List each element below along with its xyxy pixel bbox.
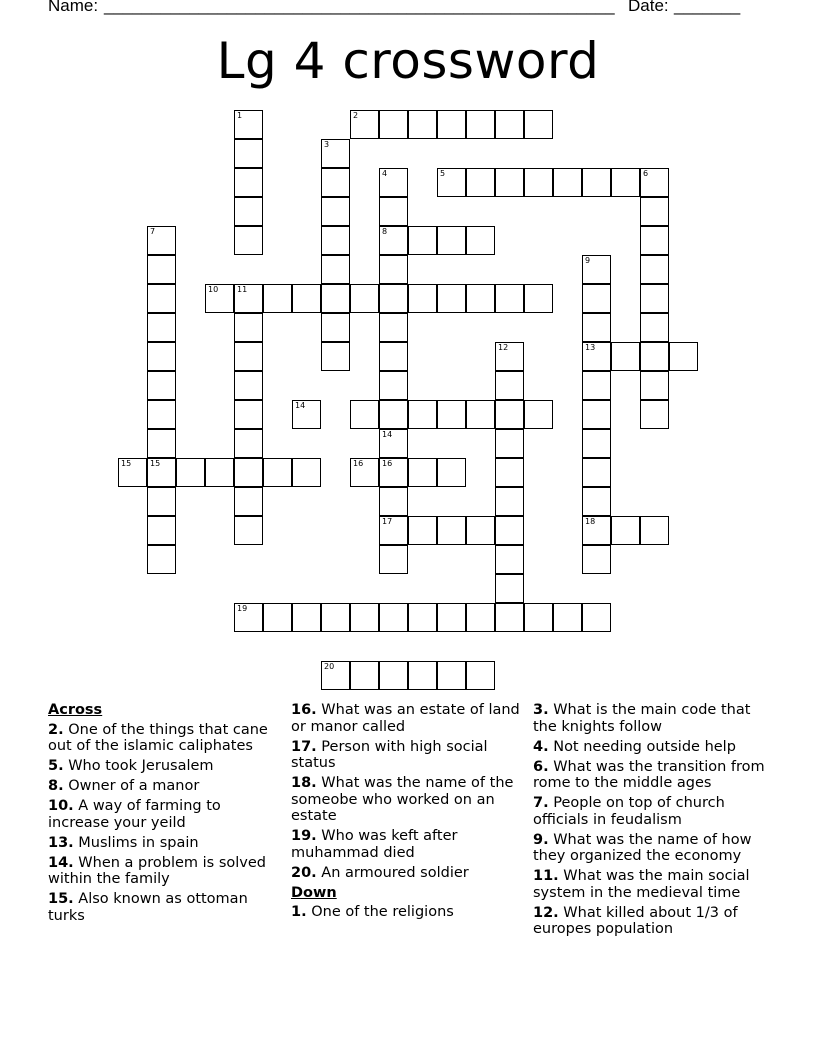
crossword-cell[interactable] bbox=[408, 458, 437, 487]
cell-number: 15 bbox=[150, 459, 161, 468]
crossword-cell[interactable] bbox=[582, 371, 611, 400]
across-clue bbox=[48, 798, 280, 831]
crossword-cell[interactable] bbox=[437, 516, 466, 545]
crossword-cell[interactable] bbox=[234, 313, 263, 342]
crossword-cell[interactable] bbox=[321, 661, 350, 690]
crossword-cell[interactable] bbox=[466, 400, 495, 429]
crossword-cell[interactable] bbox=[408, 400, 437, 429]
crossword-cell[interactable] bbox=[379, 313, 408, 342]
crossword-cell[interactable] bbox=[147, 313, 176, 342]
down-heading: Down bbox=[291, 884, 337, 901]
down-clue bbox=[533, 702, 765, 735]
crossword-cell[interactable] bbox=[437, 661, 466, 690]
crossword-cell[interactable] bbox=[582, 313, 611, 342]
crossword-cell[interactable] bbox=[321, 139, 350, 168]
clue-number: 14. bbox=[48, 854, 74, 871]
cell-number: 19 bbox=[237, 604, 248, 613]
clue-number: 7. bbox=[533, 795, 549, 811]
crossword-cell[interactable] bbox=[205, 284, 234, 313]
crossword-cell[interactable] bbox=[408, 516, 437, 545]
crossword-cell[interactable] bbox=[234, 603, 263, 632]
clue-number: 11. bbox=[533, 868, 559, 884]
crossword-cell[interactable] bbox=[350, 110, 379, 139]
clue-text: When a problem is solved within the family bbox=[48, 854, 266, 887]
crossword-cell[interactable] bbox=[234, 110, 263, 139]
cell-number: 16 bbox=[382, 459, 393, 468]
crossword-cell[interactable] bbox=[234, 197, 263, 226]
crossword-cell[interactable] bbox=[321, 226, 350, 255]
cell-number: 1 bbox=[237, 111, 243, 120]
clue-number: 6. bbox=[533, 758, 549, 775]
crossword-cell[interactable] bbox=[147, 429, 176, 458]
across-clue bbox=[291, 828, 521, 861]
clue-text: One of the religions bbox=[311, 904, 454, 920]
crossword-cell[interactable] bbox=[437, 110, 466, 139]
clue-text: An armoured soldier bbox=[321, 864, 469, 881]
crossword-cell[interactable] bbox=[669, 342, 698, 371]
cell-number: 14 bbox=[295, 401, 306, 410]
crossword-cell[interactable] bbox=[350, 400, 379, 429]
crossword-cell[interactable] bbox=[582, 284, 611, 313]
crossword-cell[interactable] bbox=[234, 226, 263, 255]
crossword-cell[interactable] bbox=[147, 516, 176, 545]
crossword-cell[interactable] bbox=[495, 400, 524, 429]
crossword-cell[interactable] bbox=[495, 284, 524, 313]
clue-number: 13. bbox=[48, 834, 74, 851]
cell-number: 17 bbox=[382, 517, 393, 526]
crossword-cell[interactable] bbox=[234, 284, 263, 313]
clue-number: 3. bbox=[533, 702, 549, 718]
crossword-cell[interactable] bbox=[582, 516, 611, 545]
crossword-cell[interactable] bbox=[582, 400, 611, 429]
clue-number: 15. bbox=[48, 891, 74, 907]
clue-text: What was the transition from rome to the middle ages bbox=[533, 758, 765, 791]
crossword-cell[interactable] bbox=[147, 342, 176, 371]
crossword-cell[interactable] bbox=[495, 110, 524, 139]
cell-number: 5 bbox=[440, 169, 446, 178]
crossword-cell[interactable] bbox=[408, 110, 437, 139]
crossword-cell[interactable] bbox=[640, 255, 669, 284]
cell-number: 12 bbox=[498, 343, 509, 352]
crossword-cell[interactable] bbox=[379, 429, 408, 458]
crossword-cell[interactable] bbox=[524, 284, 553, 313]
crossword-cell[interactable] bbox=[234, 516, 263, 545]
crossword-cell[interactable] bbox=[379, 400, 408, 429]
cell-number: 7 bbox=[150, 227, 156, 236]
clue-number: 4. bbox=[533, 738, 549, 755]
down-clue bbox=[533, 832, 765, 865]
crossword-cell[interactable] bbox=[147, 458, 176, 487]
crossword-cell[interactable] bbox=[321, 168, 350, 197]
crossword-cell[interactable] bbox=[640, 371, 669, 400]
clue-text: What was the name of how they organized the economy bbox=[533, 831, 752, 864]
clue-text: Person with high social status bbox=[291, 738, 488, 771]
crossword-cell[interactable] bbox=[495, 458, 524, 487]
clue-text: Who took Jerusalem bbox=[68, 758, 214, 774]
down-clue bbox=[533, 739, 765, 756]
crossword-cell[interactable] bbox=[147, 255, 176, 284]
crossword-cell[interactable] bbox=[350, 603, 379, 632]
crossword-cell[interactable] bbox=[176, 458, 205, 487]
clue-number: 2. bbox=[48, 721, 64, 738]
crossword-cell[interactable] bbox=[263, 458, 292, 487]
crossword-cell[interactable] bbox=[582, 487, 611, 516]
crossword-cell[interactable] bbox=[524, 400, 553, 429]
crossword-cell[interactable] bbox=[495, 574, 524, 603]
clue-number: 9. bbox=[533, 831, 549, 848]
date-label: Date: bbox=[628, 0, 669, 15]
crossword-cell[interactable] bbox=[524, 168, 553, 197]
crossword-cell[interactable] bbox=[379, 516, 408, 545]
crossword-cell[interactable] bbox=[234, 371, 263, 400]
crossword-cell[interactable] bbox=[437, 168, 466, 197]
crossword-cell[interactable] bbox=[437, 603, 466, 632]
crossword-cell[interactable] bbox=[379, 110, 408, 139]
crossword-cell[interactable] bbox=[263, 603, 292, 632]
clue-number: 5. bbox=[48, 758, 64, 774]
crossword-cell[interactable] bbox=[466, 284, 495, 313]
down-clue bbox=[533, 795, 765, 828]
crossword-cell[interactable] bbox=[495, 342, 524, 371]
crossword-cell[interactable] bbox=[321, 342, 350, 371]
crossword-cell[interactable] bbox=[495, 371, 524, 400]
cell-number: 20 bbox=[324, 662, 335, 671]
down-clue bbox=[533, 905, 765, 938]
crossword-cell[interactable] bbox=[495, 516, 524, 545]
crossword-cell[interactable] bbox=[379, 371, 408, 400]
cell-number: 14 bbox=[382, 430, 393, 439]
crossword-cell[interactable] bbox=[408, 661, 437, 690]
crossword-cell[interactable] bbox=[379, 661, 408, 690]
crossword-cell[interactable] bbox=[379, 255, 408, 284]
clue-number: 8. bbox=[48, 778, 64, 794]
across-clue bbox=[48, 855, 280, 888]
crossword-cell[interactable] bbox=[350, 284, 379, 313]
across-clue bbox=[291, 739, 521, 772]
crossword-cell[interactable] bbox=[379, 284, 408, 313]
crossword-cell[interactable] bbox=[466, 168, 495, 197]
crossword-cell[interactable] bbox=[118, 458, 147, 487]
clue-number: 18. bbox=[291, 775, 317, 791]
crossword-cell[interactable] bbox=[437, 400, 466, 429]
across-clue bbox=[48, 835, 280, 852]
crossword-cell[interactable] bbox=[234, 487, 263, 516]
crossword-cell[interactable] bbox=[495, 545, 524, 574]
crossword-cell[interactable] bbox=[379, 603, 408, 632]
across-clue bbox=[48, 722, 280, 755]
name-field-line: ______________________________________________________ bbox=[104, 0, 615, 15]
crossword-cell[interactable] bbox=[640, 284, 669, 313]
crossword-cell[interactable] bbox=[524, 110, 553, 139]
crossword-cell[interactable] bbox=[147, 545, 176, 574]
clue-text: What killed about 1/3 of europes population bbox=[533, 904, 738, 937]
crossword-cell[interactable] bbox=[379, 197, 408, 226]
crossword-cell[interactable] bbox=[234, 429, 263, 458]
crossword-cell[interactable] bbox=[379, 168, 408, 197]
crossword-cell[interactable] bbox=[205, 458, 234, 487]
crossword-cell[interactable] bbox=[640, 197, 669, 226]
cell-number: 13 bbox=[585, 343, 596, 352]
clue-number: 1. bbox=[291, 904, 307, 920]
crossword-cell[interactable] bbox=[147, 284, 176, 313]
crossword-cell[interactable] bbox=[553, 168, 582, 197]
crossword-cell[interactable] bbox=[234, 139, 263, 168]
down-clue bbox=[533, 868, 765, 901]
crossword-cell[interactable] bbox=[466, 110, 495, 139]
name-label: Name: bbox=[48, 0, 99, 15]
crossword-cell[interactable] bbox=[321, 603, 350, 632]
across-clue bbox=[291, 702, 521, 735]
down-clue bbox=[533, 759, 765, 792]
crossword-cell[interactable] bbox=[408, 284, 437, 313]
crossword-cell[interactable] bbox=[147, 226, 176, 255]
crossword-cell[interactable] bbox=[350, 661, 379, 690]
clue-text: One of the things that cane out of the islamic caliphates bbox=[48, 721, 268, 754]
crossword-cell[interactable] bbox=[234, 342, 263, 371]
crossword-cell[interactable] bbox=[466, 661, 495, 690]
crossword-cell[interactable] bbox=[321, 284, 350, 313]
crossword-cell[interactable] bbox=[582, 458, 611, 487]
clue-text: Who was keft after muhammad died bbox=[291, 828, 458, 861]
clue-number: 17. bbox=[291, 738, 317, 755]
crossword-cell[interactable] bbox=[640, 226, 669, 255]
clue-text: A way of farming to increase your yeild bbox=[48, 798, 221, 831]
cell-number: 2 bbox=[353, 111, 359, 120]
clue-number: 16. bbox=[291, 702, 317, 718]
crossword-cell[interactable] bbox=[437, 458, 466, 487]
crossword-cell[interactable] bbox=[466, 516, 495, 545]
clue-number: 20. bbox=[291, 864, 317, 881]
crossword-cell[interactable] bbox=[379, 226, 408, 255]
crossword-cell[interactable] bbox=[350, 458, 379, 487]
clue-text: Not needing outside help bbox=[553, 738, 736, 755]
clue-column-3 bbox=[533, 702, 765, 941]
crossword-cell[interactable] bbox=[379, 342, 408, 371]
clue-text: What was an estate of land or manor called bbox=[291, 702, 520, 735]
crossword-cell[interactable] bbox=[582, 603, 611, 632]
crossword-cell[interactable] bbox=[640, 342, 669, 371]
across-clue bbox=[48, 778, 280, 795]
crossword-cell[interactable] bbox=[234, 458, 263, 487]
crossword-cell[interactable] bbox=[321, 313, 350, 342]
cell-number: 9 bbox=[585, 256, 591, 265]
crossword-cell[interactable] bbox=[466, 226, 495, 255]
crossword-cell[interactable] bbox=[611, 342, 640, 371]
crossword-cell[interactable] bbox=[321, 197, 350, 226]
crossword-cell[interactable] bbox=[640, 313, 669, 342]
cell-number: 16 bbox=[353, 459, 364, 468]
cell-number: 4 bbox=[382, 169, 388, 178]
crossword-cell[interactable] bbox=[437, 284, 466, 313]
crossword-cell[interactable] bbox=[292, 458, 321, 487]
clue-number: 12. bbox=[533, 904, 559, 921]
cell-number: 6 bbox=[643, 169, 649, 178]
crossword-cell[interactable] bbox=[582, 168, 611, 197]
clue-text: Also known as ottoman turks bbox=[48, 891, 248, 924]
crossword-cell[interactable] bbox=[292, 603, 321, 632]
down-clue bbox=[291, 904, 521, 921]
crossword-cell[interactable] bbox=[379, 487, 408, 516]
crossword-cell[interactable] bbox=[582, 255, 611, 284]
crossword-cell[interactable] bbox=[640, 400, 669, 429]
clue-number: 19. bbox=[291, 828, 317, 844]
date-field-line: _______ bbox=[674, 0, 741, 15]
across-clue bbox=[291, 865, 521, 882]
crossword-cell[interactable] bbox=[234, 168, 263, 197]
crossword-cell[interactable] bbox=[611, 516, 640, 545]
crossword-cell[interactable] bbox=[524, 603, 553, 632]
cell-number: 3 bbox=[324, 140, 330, 149]
clue-text: What is the main code that the knights follow bbox=[533, 702, 751, 735]
crossword-cell[interactable] bbox=[582, 342, 611, 371]
clue-text: Owner of a manor bbox=[68, 778, 200, 794]
crossword-cell[interactable] bbox=[408, 603, 437, 632]
crossword-cell[interactable] bbox=[147, 487, 176, 516]
cell-number: 15 bbox=[121, 459, 132, 468]
crossword-cell[interactable] bbox=[263, 284, 292, 313]
crossword-cell[interactable] bbox=[495, 429, 524, 458]
crossword-cell[interactable] bbox=[495, 603, 524, 632]
across-clue bbox=[48, 891, 280, 924]
clue-column-1 bbox=[48, 702, 280, 928]
crossword-cell[interactable] bbox=[379, 458, 408, 487]
crossword-cell[interactable] bbox=[292, 284, 321, 313]
crossword-cell[interactable] bbox=[437, 226, 466, 255]
page-title: Lg 4 crossword bbox=[216, 32, 600, 90]
cell-number: 18 bbox=[585, 517, 596, 526]
across-heading: Across bbox=[48, 702, 103, 718]
clue-text: What was the main social system in the medieval time bbox=[533, 868, 750, 901]
crossword-cell[interactable] bbox=[582, 545, 611, 574]
crossword-cell[interactable] bbox=[408, 226, 437, 255]
crossword-cell[interactable] bbox=[582, 429, 611, 458]
crossword-cell[interactable] bbox=[611, 168, 640, 197]
clue-number: 10. bbox=[48, 798, 74, 814]
clue-text: What was the name of the someobe who worked on an estate bbox=[291, 775, 514, 824]
crossword-cell[interactable] bbox=[147, 400, 176, 429]
crossword-cell[interactable] bbox=[234, 400, 263, 429]
cell-number: 8 bbox=[382, 227, 388, 236]
crossword-cell[interactable] bbox=[495, 168, 524, 197]
across-clue bbox=[291, 775, 521, 825]
cell-number: 11 bbox=[237, 285, 248, 294]
cell-number: 10 bbox=[208, 285, 219, 294]
crossword-cell[interactable] bbox=[640, 516, 669, 545]
clue-text: People on top of church officials in feudalism bbox=[533, 795, 725, 828]
crossword-cell[interactable] bbox=[640, 168, 669, 197]
crossword-cell[interactable] bbox=[553, 603, 582, 632]
crossword-cell[interactable] bbox=[379, 545, 408, 574]
clue-column-2 bbox=[291, 702, 521, 924]
crossword-cell[interactable] bbox=[147, 371, 176, 400]
crossword-cell[interactable] bbox=[321, 255, 350, 284]
crossword-cell[interactable] bbox=[466, 603, 495, 632]
crossword-cell[interactable] bbox=[292, 400, 321, 429]
across-clue bbox=[48, 758, 280, 775]
crossword-cell[interactable] bbox=[495, 487, 524, 516]
clue-text: Muslims in spain bbox=[78, 834, 199, 851]
